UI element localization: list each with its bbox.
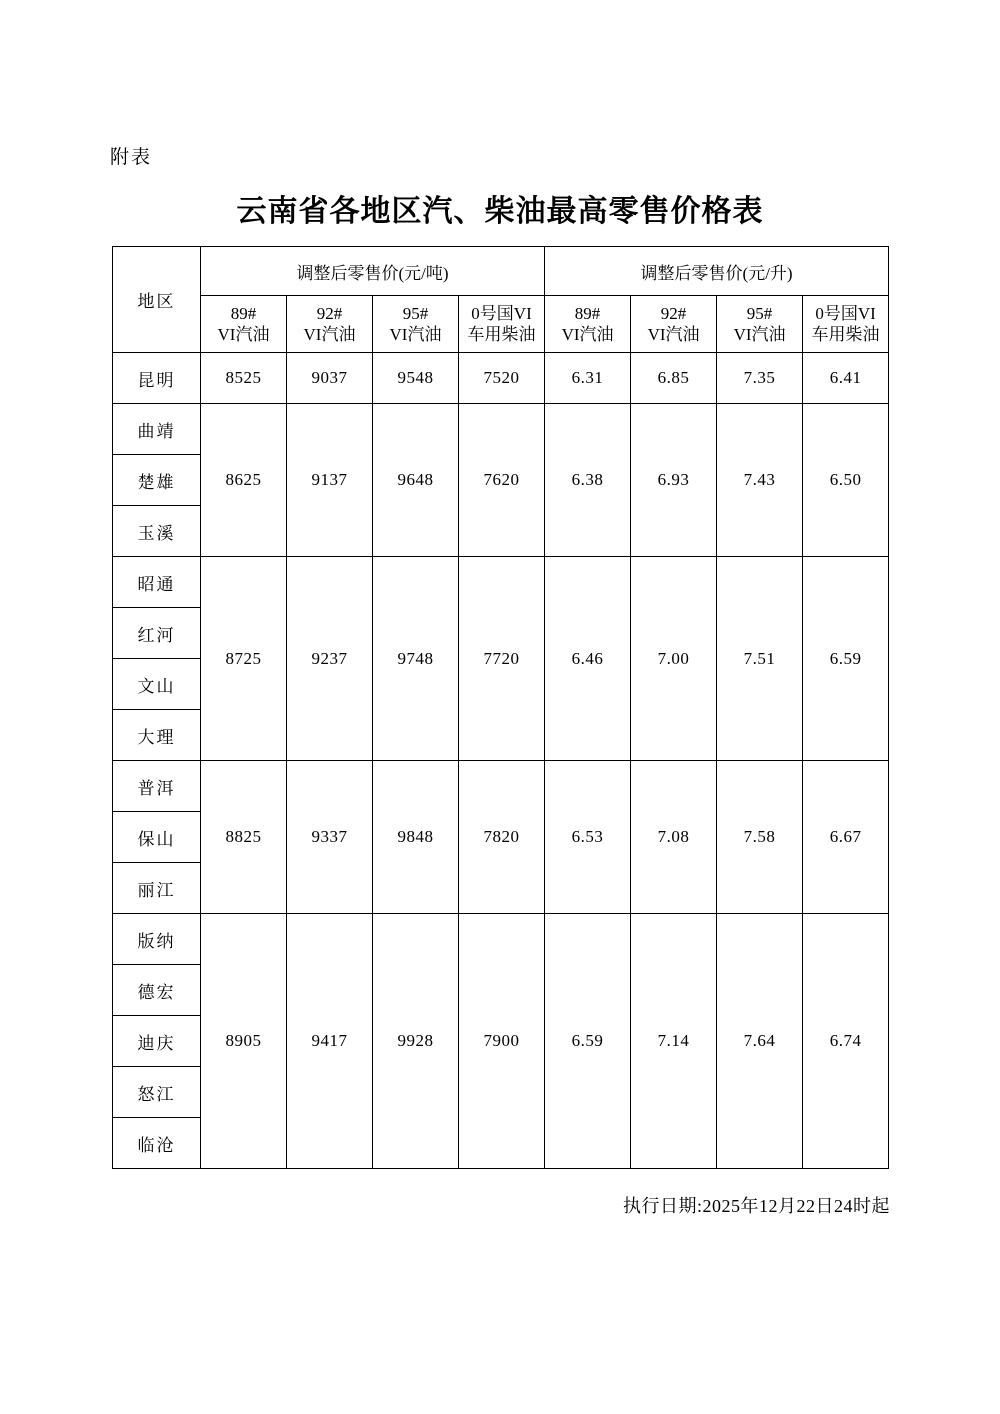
value-cell: 9648 [373,404,459,557]
header-sub-line2: VI汽油 [561,325,614,344]
value-cell: 9848 [373,761,459,914]
value-cell: 6.59 [545,914,631,1169]
value-cell: 7820 [459,761,545,914]
price-table-wrapper [112,246,889,1169]
region-cell: 昆明 [113,353,201,404]
table-header-sub-row [113,296,889,353]
value-cell: 8725 [201,557,287,761]
header-sub-line2: 车用柴油 [467,325,536,344]
region-cell: 临沧 [113,1118,201,1169]
value-cell: 6.93 [631,404,717,557]
value-cell: 6.74 [803,914,889,1169]
region-cell: 普洱 [113,761,201,812]
region-cell: 版纳 [113,914,201,965]
region-cell: 迪庆 [113,1016,201,1067]
header-sub-89-liter [545,296,631,353]
header-sub-line1: 0号国VI [815,303,876,323]
value-cell: 8625 [201,404,287,557]
value-cell: 9337 [287,761,373,914]
value-cell: 7900 [459,914,545,1169]
value-cell: 9037 [287,353,373,404]
value-cell: 6.31 [545,353,631,404]
value-cell: 7.64 [717,914,803,1169]
value-cell: 8825 [201,761,287,914]
header-region: 地区 [113,247,201,353]
page-title: 云南省各地区汽、柴油最高零售价格表 [236,195,764,228]
header-sub-95-ton [373,296,459,353]
table-row [113,557,889,608]
value-cell: 7520 [459,353,545,404]
value-cell: 9928 [373,914,459,1169]
value-cell: 6.85 [631,353,717,404]
value-cell: 7.51 [717,557,803,761]
value-cell: 9748 [373,557,459,761]
header-sub-diesel-ton [459,296,545,353]
table-row [113,353,889,404]
region-cell: 文山 [113,659,201,710]
header-sub-line1: 92# [316,303,343,323]
header-group-ton: 调整后零售价(元/吨) [201,247,545,296]
header-sub-92-liter [631,296,717,353]
value-cell: 8905 [201,914,287,1169]
header-sub-line1: 95# [746,303,773,323]
table-row [113,404,889,455]
header-group-liter: 调整后零售价(元/升) [545,247,889,296]
value-cell: 7.08 [631,761,717,914]
table-row [113,761,889,812]
value-cell: 6.67 [803,761,889,914]
header-sub-line2: VI汽油 [303,325,356,344]
table-header-group-row [113,247,889,296]
value-cell: 9137 [287,404,373,557]
value-cell: 6.59 [803,557,889,761]
price-table [112,246,889,1169]
region-cell: 玉溪 [113,506,201,557]
region-cell: 曲靖 [113,404,201,455]
region-cell: 怒江 [113,1067,201,1118]
region-cell: 丽江 [113,863,201,914]
header-sub-line1: 89# [230,303,257,323]
attachment-label: 附表 [110,147,153,168]
header-sub-line1: 95# [402,303,429,323]
value-cell: 7620 [459,404,545,557]
value-cell: 6.38 [545,404,631,557]
header-sub-line1: 92# [660,303,687,323]
header-sub-line1: 0号国VI [471,303,532,323]
value-cell: 7.35 [717,353,803,404]
value-cell: 7720 [459,557,545,761]
value-cell: 7.00 [631,557,717,761]
header-sub-92-ton [287,296,373,353]
region-cell: 保山 [113,812,201,863]
region-cell: 昭通 [113,557,201,608]
header-sub-line2: VI汽油 [647,325,700,344]
value-cell: 7.43 [717,404,803,557]
value-cell: 6.53 [545,761,631,914]
header-sub-line1: 89# [574,303,601,323]
header-sub-diesel-liter [803,296,889,353]
value-cell: 6.46 [545,557,631,761]
value-cell: 9237 [287,557,373,761]
value-cell: 7.58 [717,761,803,914]
header-sub-95-liter [717,296,803,353]
header-sub-89-ton [201,296,287,353]
header-sub-line2: VI汽油 [733,325,786,344]
table-row [113,914,889,965]
region-cell: 德宏 [113,965,201,1016]
region-cell: 大理 [113,710,201,761]
header-sub-line2: VI汽油 [217,325,270,344]
header-sub-line2: 车用柴油 [811,325,880,344]
value-cell: 9548 [373,353,459,404]
value-cell: 6.50 [803,404,889,557]
value-cell: 9417 [287,914,373,1169]
region-cell: 红河 [113,608,201,659]
region-cell: 楚雄 [113,455,201,506]
value-cell: 6.41 [803,353,889,404]
header-sub-line2: VI汽油 [389,325,442,344]
value-cell: 7.14 [631,914,717,1169]
effective-date-note: 执行日期:2025年12月22日24时起 [623,1196,890,1216]
value-cell: 8525 [201,353,287,404]
